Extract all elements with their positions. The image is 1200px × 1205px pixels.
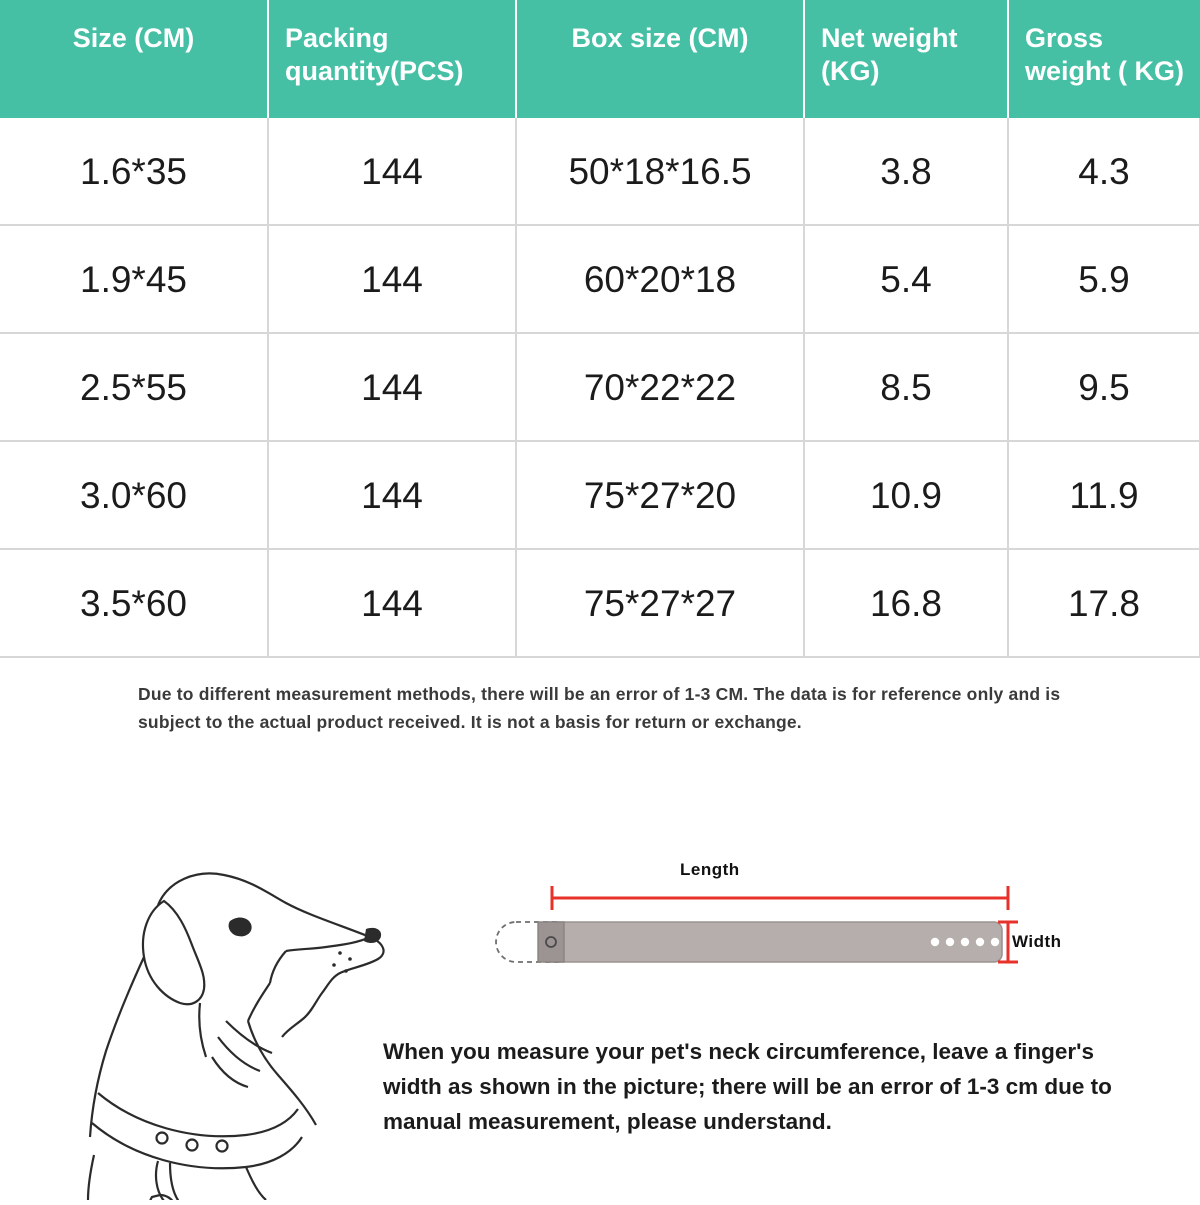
column-header-box-size: Box size (CM) [516, 0, 804, 118]
cell-net-weight: 3.8 [804, 118, 1008, 225]
cell-size: 1.9*45 [0, 225, 268, 333]
measuring-instruction: When you measure your pet's neck circumference, leave a finger's width as shown in the picture; there will be an error of 1-3 cm due to manual measurement, please understand. [383, 1039, 1112, 1134]
cell-gross-weight: 17.8 [1008, 549, 1200, 657]
measurement-disclaimer: Due to different measurement methods, there will be an error of 1-3 CM. The data is for reference only and is subject to the actual product received. It is not a basis for return or exchange. [138, 684, 1061, 733]
cell-size: 3.0*60 [0, 441, 268, 549]
illustration-section [0, 790, 1200, 1200]
table-row [0, 333, 1200, 441]
column-header-size: Size (CM) [0, 0, 268, 118]
cell-packing-quantity: 144 [268, 225, 516, 333]
length-arrow-icon [552, 886, 1008, 910]
column-header-gross-weight: Gross weight ( KG) [1008, 0, 1200, 118]
cell-net-weight: 8.5 [804, 333, 1008, 441]
cell-size: 2.5*55 [0, 333, 268, 441]
cell-net-weight: 16.8 [804, 549, 1008, 657]
cell-gross-weight: 4.3 [1008, 118, 1200, 225]
cell-packing-quantity: 144 [268, 118, 516, 225]
cell-packing-quantity: 144 [268, 549, 516, 657]
table-header-row [0, 0, 1200, 118]
collar-measurement-diagram [480, 860, 1080, 990]
cell-gross-weight: 5.9 [1008, 225, 1200, 333]
cell-box-size: 75*27*27 [516, 549, 804, 657]
length-label: Length [680, 860, 740, 879]
dog-collar-illustration [40, 825, 400, 1200]
cell-net-weight: 5.4 [804, 225, 1008, 333]
cell-gross-weight: 9.5 [1008, 333, 1200, 441]
cell-size: 1.6*35 [0, 118, 268, 225]
cell-packing-quantity: 144 [268, 441, 516, 549]
cell-box-size: 70*22*22 [516, 333, 804, 441]
table-row [0, 549, 1200, 657]
cell-size: 3.5*60 [0, 549, 268, 657]
width-label: Width [1012, 932, 1062, 951]
cell-net-weight: 10.9 [804, 441, 1008, 549]
cell-box-size: 75*27*20 [516, 441, 804, 549]
cell-box-size: 60*20*18 [516, 225, 804, 333]
table-row [0, 118, 1200, 225]
cell-packing-quantity: 144 [268, 333, 516, 441]
column-header-packing-quantity: Packing quantity(PCS) [268, 0, 516, 118]
table-row [0, 441, 1200, 549]
cell-box-size: 50*18*16.5 [516, 118, 804, 225]
column-header-net-weight: Net weight (KG) [804, 0, 1008, 118]
table-row [0, 225, 1200, 333]
cell-gross-weight: 11.9 [1008, 441, 1200, 549]
